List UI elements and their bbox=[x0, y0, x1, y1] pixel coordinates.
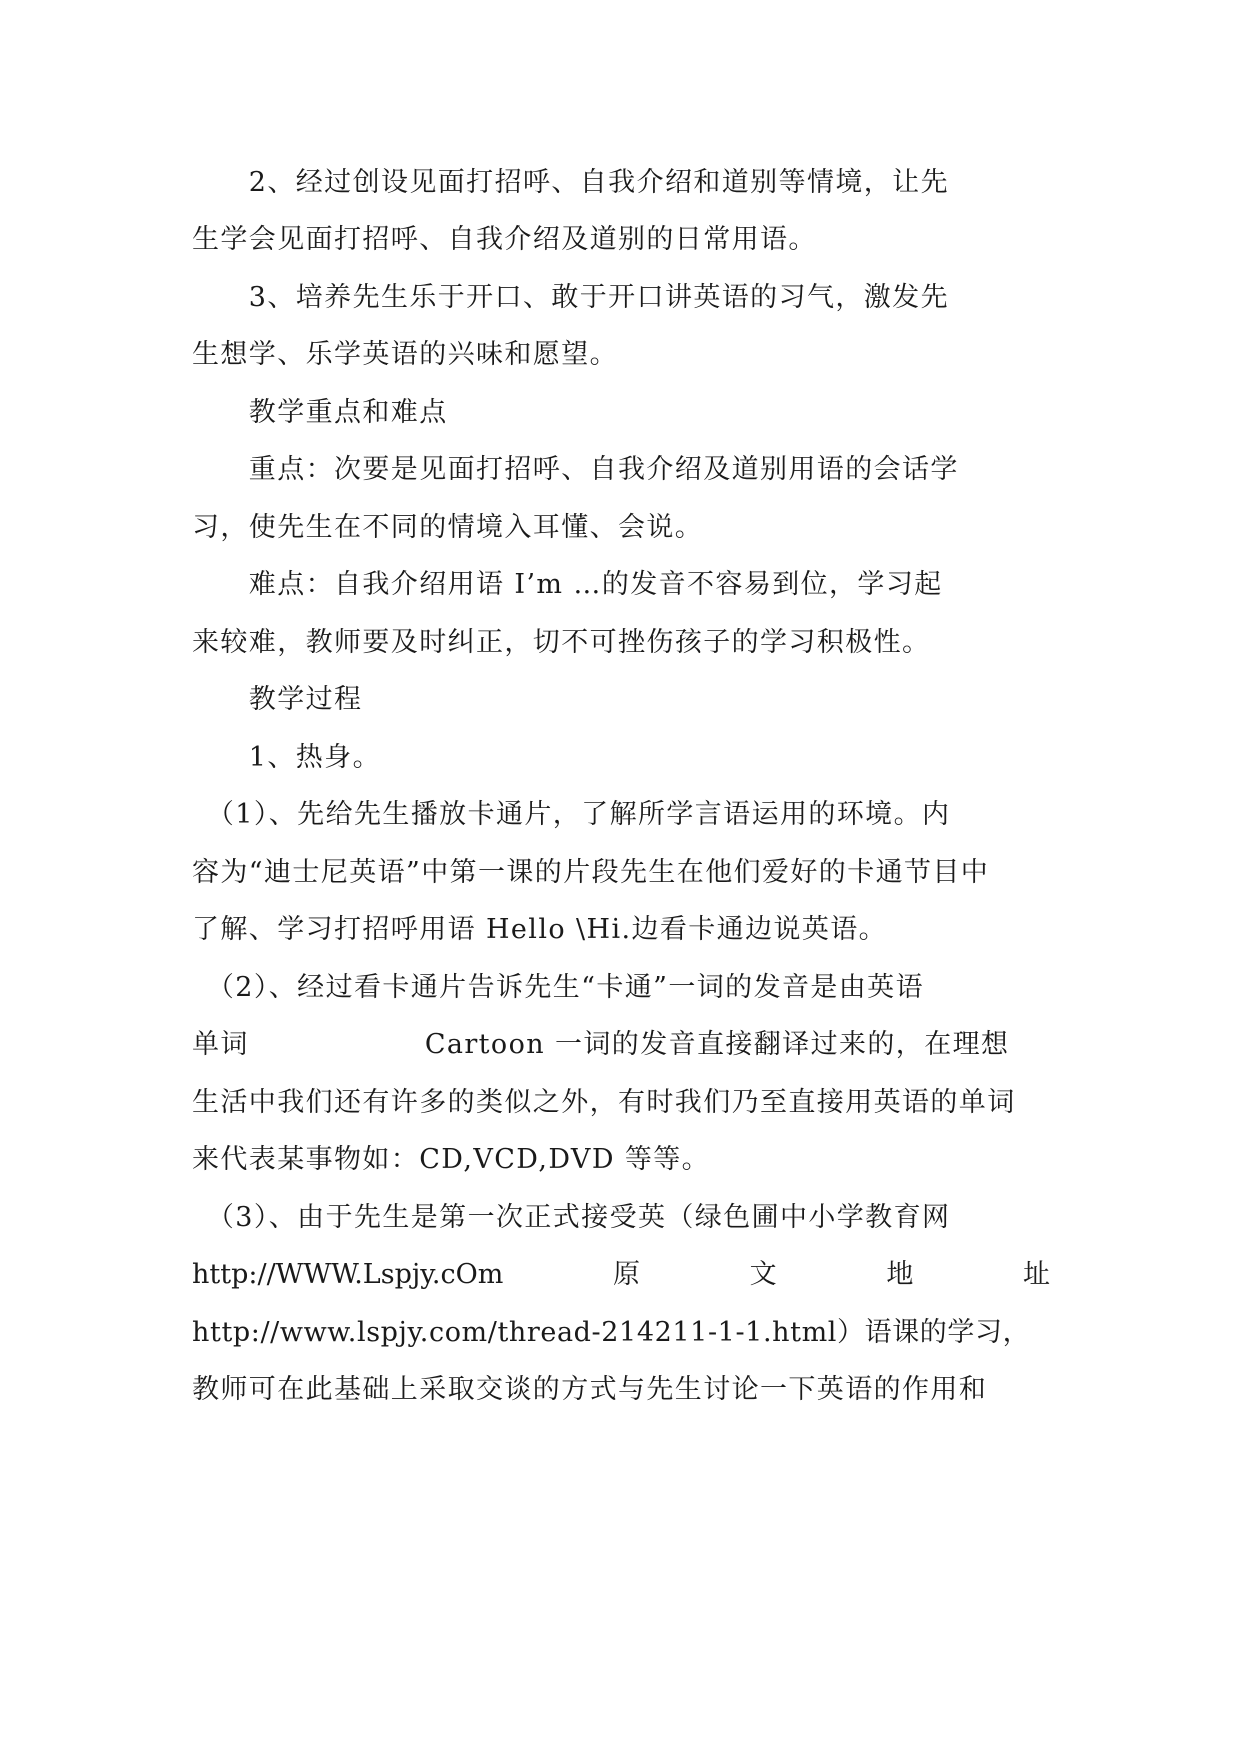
text-line: 重点：次要是见面打招呼、自我介绍及道别用语的会话学 bbox=[192, 454, 959, 485]
text-line: 难点：自我介绍用语 I’m …的发音不容易到位，学习起 bbox=[192, 569, 943, 600]
text-line: 来较难，教师要及时纠正，切不可挫伤孩子的学习积极性。 bbox=[192, 627, 931, 658]
text-line: http://www.lspjy.com/thread-214211-1-1.html）语课的学习， bbox=[192, 1317, 1031, 1348]
text-line: 来代表某事物如：CD,VCD,DVD 等等。 bbox=[192, 1144, 711, 1175]
text-line-justified bbox=[192, 1257, 1050, 1293]
text-fragment: 址 bbox=[1022, 1259, 1050, 1290]
text-line: （1）、先给先生播放卡通片，了解所学言语运用的环境。内 bbox=[192, 799, 951, 830]
section-heading: 教学重点和难点 bbox=[192, 397, 448, 428]
text-line: 生想学、乐学英语的兴味和愿望。 bbox=[192, 339, 618, 370]
text-fragment: 地 bbox=[886, 1259, 914, 1290]
url-text: http://WWW.Lspjy.cOm bbox=[192, 1259, 504, 1290]
text-fragment: 单词 bbox=[192, 1029, 249, 1060]
text-line: 2、经过创设见面打招呼、自我介绍和道别等情境，让先 bbox=[192, 167, 949, 198]
text-line: 3、培养先生乐于开口、敢于开口讲英语的习气，激发先 bbox=[192, 282, 949, 313]
text-line: 习，使先生在不同的情境入耳懂、会说。 bbox=[192, 512, 704, 543]
text-line: 教师可在此基础上采取交谈的方式与先生讨论一下英语的作用和 bbox=[192, 1374, 988, 1405]
text-line: 生活中我们还有许多的类似之外，有时我们乃至直接用英语的单词 bbox=[192, 1087, 1016, 1118]
section-heading: 教学过程 bbox=[192, 684, 363, 715]
text-line: 生学会见面打招呼、自我介绍及道别的日常用语。 bbox=[192, 224, 817, 255]
text-fragment: 原 bbox=[613, 1259, 640, 1290]
text-line: 了解、学习打招呼用语 Hello \Hi.边看卡通边说英语。 bbox=[192, 914, 888, 945]
text-line: （3）、由于先生是第一次正式接受英（绿色圃中小学教育网 bbox=[192, 1202, 951, 1233]
text-fragment: 文 bbox=[749, 1259, 777, 1290]
text-line-justified bbox=[192, 1027, 1050, 1063]
text-fragment: Cartoon 一词的发音直接翻译过来的，在理想 bbox=[424, 1029, 1010, 1060]
text-line: （2）、经过看卡通片告诉先生“卡通”一词的发音是由英语 bbox=[192, 972, 924, 1003]
text-line: 1、热身。 bbox=[192, 742, 381, 773]
text-line: 容为“迪士尼英语”中第一课的片段先生在他们爱好的卡通节目中 bbox=[192, 857, 990, 888]
